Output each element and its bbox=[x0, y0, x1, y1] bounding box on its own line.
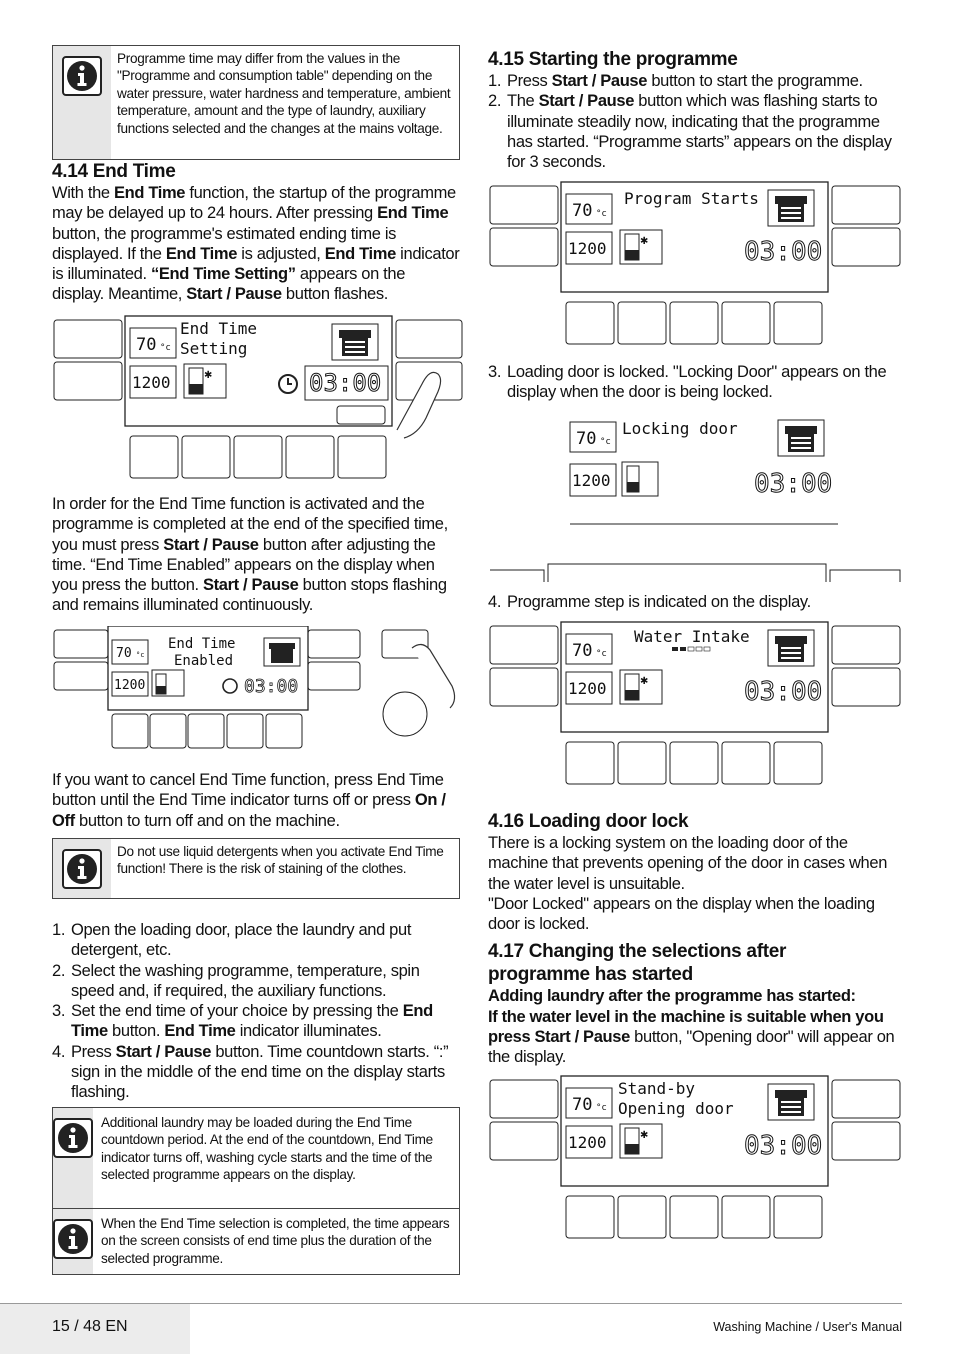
lcd-line1: End Time bbox=[180, 319, 258, 338]
info-icon bbox=[53, 839, 111, 898]
list-item: 1. Press Start / Pause button to start the programme. bbox=[488, 72, 863, 90]
svg-text:✱: ✱ bbox=[640, 1130, 649, 1141]
svg-text:1200: 1200 bbox=[132, 373, 171, 392]
svg-text:°c: °c bbox=[600, 437, 611, 447]
list-item: 1. Open the loading door, place the laundry and put detergent, etc. bbox=[52, 921, 412, 960]
lcd-unit: °c bbox=[160, 343, 171, 353]
display-program-starts bbox=[488, 180, 902, 351]
svg-text:Stand-by: Stand-by bbox=[618, 1079, 696, 1098]
display-end-time-enabled bbox=[52, 626, 460, 755]
svg-text:1200: 1200 bbox=[568, 239, 607, 258]
svg-text:1200: 1200 bbox=[114, 678, 146, 693]
svg-text:70: 70 bbox=[572, 641, 593, 661]
page-number: 15 / 48 EN bbox=[52, 1318, 128, 1335]
list-item: 4. Programme step is indicated on the display. bbox=[488, 593, 811, 611]
info-icon bbox=[53, 1209, 93, 1274]
info-box-liquid-detergent: Do not use liquid detergents when you activate End Time function! There is the risk of staining of the clothes. bbox=[52, 838, 460, 899]
svg-text:70: 70 bbox=[572, 1095, 593, 1115]
display-locking-door bbox=[488, 412, 902, 589]
svg-text:Enabled: Enabled bbox=[174, 653, 234, 669]
svg-text:Water Intake: Water Intake bbox=[634, 627, 750, 646]
svg-text:03:00: 03:00 bbox=[744, 1131, 823, 1161]
list-item: 2. Select the washing programme, temperature, spin speed and, if required, the auxiliary functions. bbox=[52, 961, 420, 1000]
list-item: 2. The Start / Pause button which was flashing starts to illuminate steadily now, indicating that the programme has started. “Programme starts” appears on the display for 3 seconds. bbox=[488, 92, 892, 172]
display-water-intake bbox=[488, 620, 902, 791]
list-item: 3. Loading door is locked. "Locking Door" appears on the display when the door is being locked. bbox=[488, 363, 887, 402]
section-title-4-16: 4.16 Loading door lock bbox=[488, 811, 689, 832]
end-time-activation: In order for the End Time function is activated and the programme is completed at the end of the specified time, you must press Start / Pause button after adjusting the time. “End Time Enabled” appears on the display when you press the button. Start / Pause button stops flashing and remains illuminated continuously. bbox=[52, 495, 448, 615]
info-box-programme-time bbox=[52, 45, 460, 160]
display-standby-opening-door bbox=[488, 1074, 902, 1245]
svg-text:1200: 1200 bbox=[568, 1133, 607, 1152]
svg-text:°c: °c bbox=[596, 1103, 607, 1113]
info-icon bbox=[53, 1108, 93, 1208]
svg-text:End Time: End Time bbox=[168, 636, 236, 652]
svg-text:03:00: 03:00 bbox=[244, 676, 299, 697]
list-item: 4. Press Start / Pause button. Time countdown starts. “:” sign in the middle of the end time on the display starts flashing. bbox=[52, 1042, 449, 1102]
section-title-4-15: 4.15 Starting the programme bbox=[488, 49, 738, 70]
manual-title: Washing Machine / User's Manual bbox=[713, 1320, 902, 1334]
svg-text:1200: 1200 bbox=[572, 471, 611, 490]
list-item: 3. Set the end time of your choice by pressing the End Time button. End Time indicator illuminates. bbox=[52, 1002, 433, 1041]
lcd-message: Program Starts bbox=[624, 189, 759, 208]
section-title-4-14: 4.14 End Time bbox=[52, 161, 176, 182]
svg-text:Locking door: Locking door bbox=[622, 419, 738, 438]
lcd-line2: Setting bbox=[180, 339, 248, 358]
svg-text:03:00: 03:00 bbox=[744, 237, 823, 267]
end-time-intro: With the End Time function, the startup of the programme may be delayed up to 24 hours. After pressing End Time button, the programme's estimated ending time is displayed. If the End Time is adjusted, End Time indicator is illuminated. “End Time Setting” appears on the display. Meantime, Start / Pause button flashes. bbox=[52, 184, 460, 304]
svg-text:70: 70 bbox=[576, 429, 597, 449]
svg-text:70: 70 bbox=[572, 201, 593, 221]
end-time-steps bbox=[52, 920, 466, 1103]
svg-text:✱: ✱ bbox=[640, 236, 649, 247]
svg-text:03:00: 03:00 bbox=[309, 369, 382, 397]
start-steps bbox=[488, 71, 904, 172]
svg-text:03:00: 03:00 bbox=[744, 677, 823, 707]
svg-text:✱: ✱ bbox=[204, 370, 213, 381]
svg-text:✱: ✱ bbox=[640, 676, 649, 687]
svg-text:°c: °c bbox=[596, 209, 607, 219]
section-title-4-17: 4.17 Changing the selections after programme has started bbox=[488, 941, 787, 986]
svg-text:1200: 1200 bbox=[568, 679, 607, 698]
svg-text:°c: °c bbox=[596, 649, 607, 659]
info-text: Programme time may differ from the values in the "Programme and consumption table" depending on the water pressure, water hardness and temperature, ambient temperature, amount and the type of laundry, auxiliary functions selected and the changes at the mains voltage. bbox=[117, 51, 451, 136]
display-end-time-setting bbox=[52, 314, 464, 485]
info-icon bbox=[53, 46, 111, 159]
svg-text:°c: °c bbox=[136, 651, 145, 659]
svg-text:Opening door: Opening door bbox=[618, 1099, 734, 1118]
svg-text:70: 70 bbox=[116, 646, 132, 661]
svg-text:03:00: 03:00 bbox=[754, 469, 833, 499]
shirt-icon bbox=[339, 330, 371, 356]
end-time-cancel: If you want to cancel End Time function, press End Time button until the End Time indicator turns off or press On / Off button to turn off and on the machine. bbox=[52, 771, 446, 830]
lcd-temp: 70 bbox=[136, 335, 157, 355]
info-box-group: Additional laundry may be loaded during the End Time countdown period. At the end of the countdown, End Time indicator turns off, washing cycle starts and the time of the selected programme appears on the display. When the End Time selection is completed, the time appears on the screen consists of end time plus the duration of the selected programme. bbox=[52, 1107, 460, 1275]
